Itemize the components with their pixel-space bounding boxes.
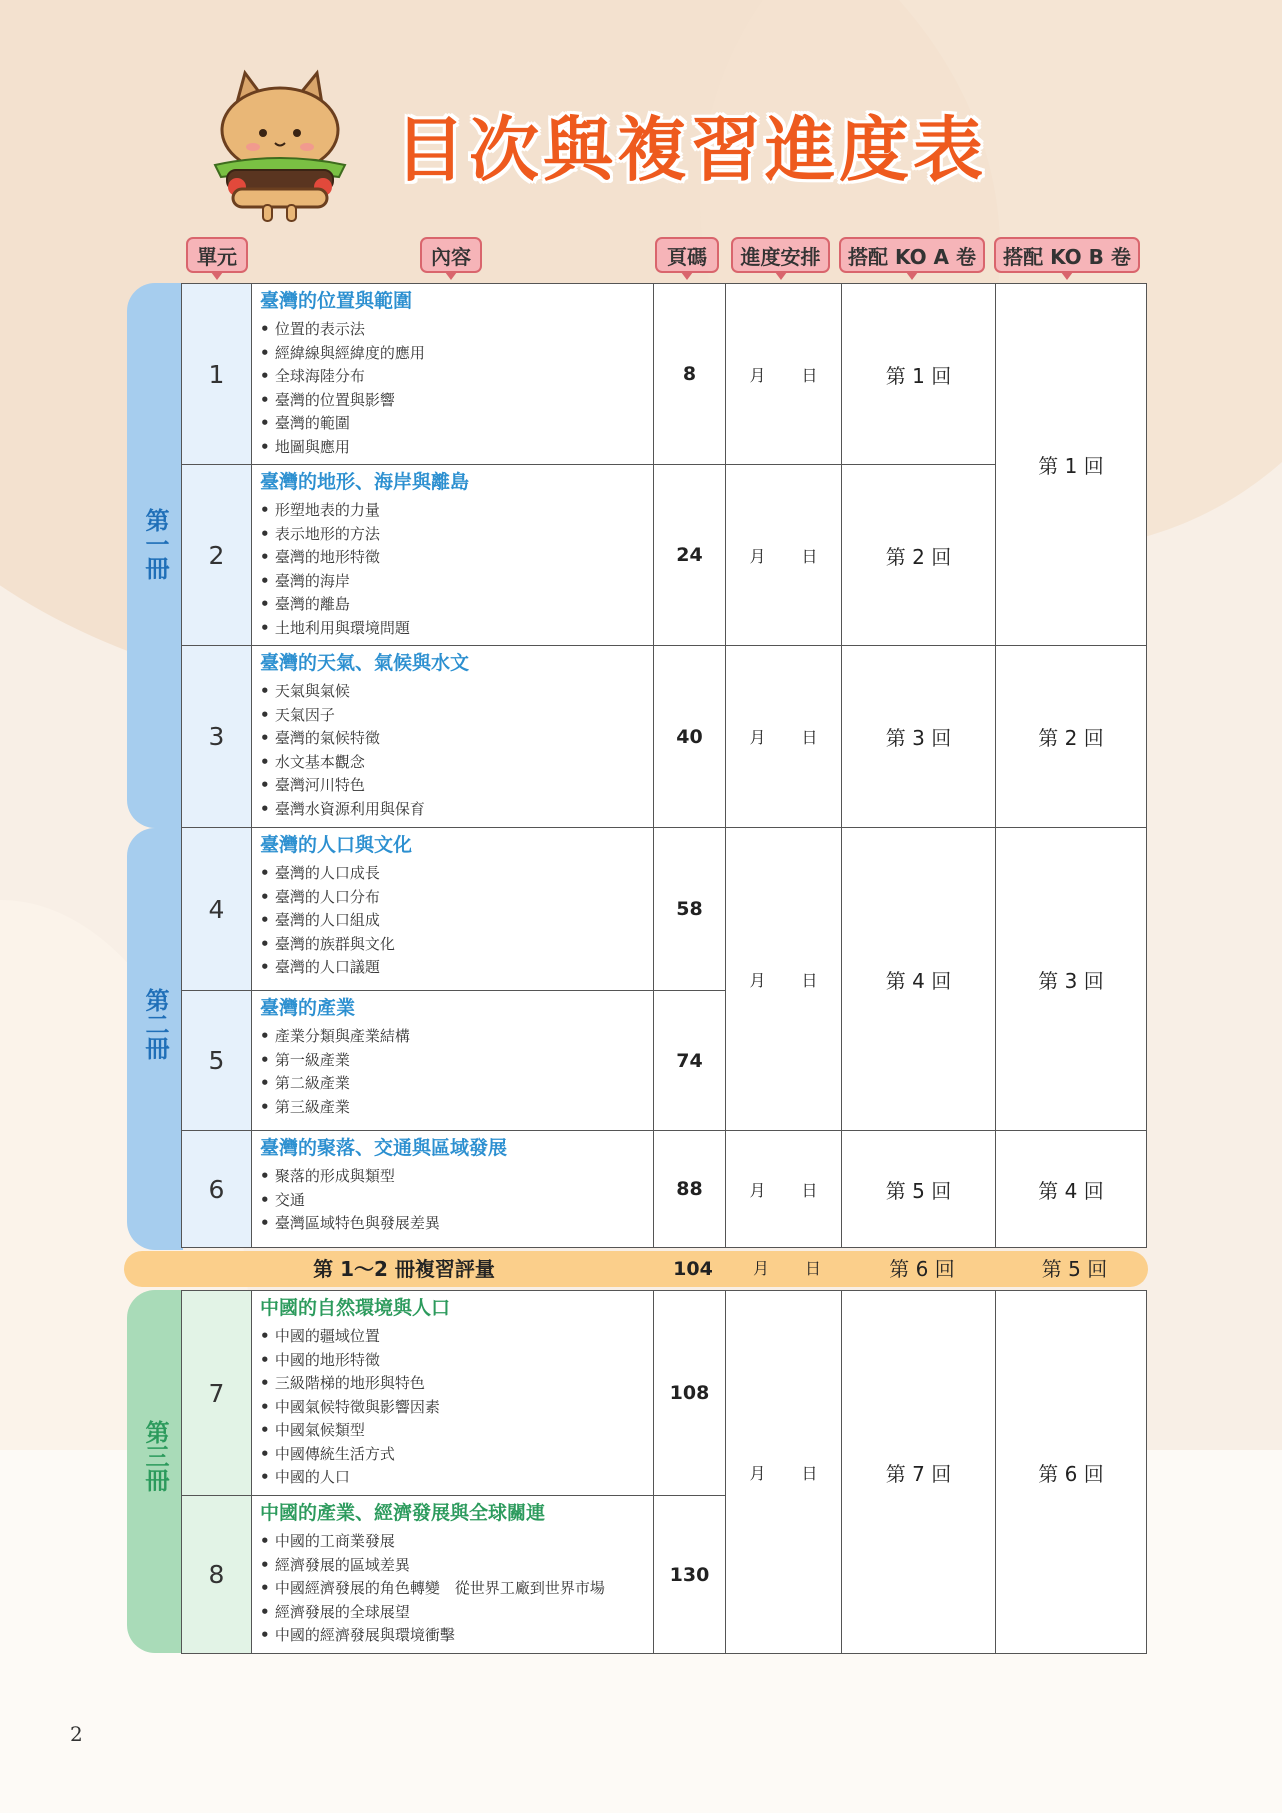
unit-title: 臺灣的地形、海岸與離島 [260,471,470,493]
list-item: • 經緯線與經緯度的應用 [260,342,653,366]
list-item: • 臺灣河川特色 [260,774,653,798]
header-unit: 單元 [186,237,248,273]
review-row [124,1251,1148,1287]
page-number: 58 [654,828,726,991]
ko-b-round: 第 3 回 [996,828,1147,1131]
ko-a-round: 第 1 回 [842,284,996,465]
list-item: • 臺灣的氣候特徵 [260,727,653,751]
page-number: 24 [654,465,726,646]
review-label: 第 1～2 冊複習評量 [313,1257,495,1281]
unit-title: 臺灣的人口與文化 [260,834,413,856]
schedule-field[interactable]: 月 日 [726,465,842,646]
ko-b-round: 第 6 回 [996,1291,1147,1654]
list-item: • 天氣與氣候 [260,680,653,704]
list-item: • 中國的人口 [260,1466,653,1490]
toc-table-lower [181,1290,1147,1654]
ko-a-round: 第 2 回 [842,465,996,646]
list-item: • 中國經濟發展的角色轉變 從世界工廠到世界市場 [260,1577,653,1601]
list-item: • 第一級產業 [260,1049,653,1073]
list-item: • 臺灣的人口組成 [260,909,653,933]
unit-content [252,828,654,991]
unit-title: 臺灣的位置與範圍 [260,290,413,312]
list-item: • 臺灣水資源利用與保育 [260,798,653,822]
unit-title: 臺灣的聚落、交通與區域發展 [260,1137,508,1159]
unit-number: 6 [182,1131,252,1248]
list-item: • 臺灣的族群與文化 [260,933,653,957]
list-item: • 臺灣區域特色與發展差異 [260,1212,653,1236]
list-item: • 交通 [260,1189,653,1213]
unit-content [252,284,654,465]
list-item: • 土地利用與環境問題 [260,617,653,641]
list-item: • 全球海陸分布 [260,365,653,389]
schedule-field[interactable]: 月 日 [752,1259,822,1278]
list-item: • 產業分類與產業結構 [260,1025,653,1049]
unit-number: 3 [182,646,252,828]
unit-title: 臺灣的產業 [260,997,356,1019]
unit-title: 臺灣的天氣、氣候與水文 [260,652,470,674]
schedule-field[interactable]: 月 日 [726,1291,842,1654]
list-item: • 臺灣的離島 [260,593,653,617]
unit-content [252,1291,654,1496]
table-row [182,284,1147,465]
page-number: 40 [654,646,726,828]
list-item: • 第二級產業 [260,1072,653,1096]
list-item: • 第三級產業 [260,1096,653,1120]
list-item: • 天氣因子 [260,704,653,728]
review-ko-b: 第 5 回 [1041,1257,1108,1281]
page-number-footer: 2 [70,1722,83,1746]
list-item: • 三級階梯的地形與特色 [260,1372,653,1396]
list-item: • 臺灣的海岸 [260,570,653,594]
page-number: 88 [654,1131,726,1248]
header-page: 頁碼 [655,237,719,273]
list-item: • 水文基本觀念 [260,751,653,775]
unit-content [252,991,654,1131]
unit-content [252,1496,654,1654]
page-number: 108 [654,1291,726,1496]
list-item: • 中國的經濟發展與環境衝擊 [260,1624,653,1648]
volume-tab-1 [127,283,183,828]
unit-number: 2 [182,465,252,646]
schedule-field[interactable]: 月 日 [726,284,842,465]
list-item: • 臺灣的範圍 [260,412,653,436]
page-number: 130 [654,1496,726,1654]
list-item: • 中國氣候類型 [260,1419,653,1443]
volume-tab-3 [127,1290,183,1653]
unit-number: 4 [182,828,252,991]
page-number: 74 [654,991,726,1131]
list-item: • 經濟發展的全球展望 [260,1601,653,1625]
ko-a-round: 第 3 回 [842,646,996,828]
list-item: • 表示地形的方法 [260,523,653,547]
schedule-field[interactable]: 月 日 [726,1131,842,1248]
schedule-field[interactable]: 月 日 [726,828,842,1131]
ko-a-round: 第 4 回 [842,828,996,1131]
list-item: • 地圖與應用 [260,436,653,460]
header-ko-a: 搭配 KO A 卷 [839,237,985,273]
list-item: • 臺灣的人口分布 [260,886,653,910]
header-schedule: 進度安排 [731,237,830,273]
list-item: • 經濟發展的區域差異 [260,1554,653,1578]
toc-table-upper [181,283,1147,1248]
list-item: • 位置的表示法 [260,318,653,342]
list-item: • 中國的工商業發展 [260,1530,653,1554]
list-item: • 臺灣的位置與影響 [260,389,653,413]
list-item: • 中國的地形特徵 [260,1349,653,1373]
schedule-field[interactable]: 月 日 [726,646,842,828]
table-row [182,646,1147,828]
unit-number: 1 [182,284,252,465]
list-item: • 中國的疆域位置 [260,1325,653,1349]
unit-content [252,465,654,646]
header-ko-b: 搭配 KO B 卷 [994,237,1140,273]
ko-a-round: 第 5 回 [842,1131,996,1248]
ko-b-round: 第 2 回 [996,646,1147,828]
unit-number: 5 [182,991,252,1131]
review-ko-a: 第 6 回 [889,1257,955,1281]
ko-b-round: 第 4 回 [996,1131,1147,1248]
list-item: • 形塑地表的力量 [260,499,653,523]
list-item: • 臺灣的地形特徵 [260,546,653,570]
list-item: • 中國傳統生活方式 [260,1443,653,1467]
unit-number: 8 [182,1496,252,1654]
unit-title: 中國的產業、經濟發展與全球關連 [260,1502,546,1524]
volume-tab-2 [127,828,183,1250]
list-item: • 臺灣的人口議題 [260,956,653,980]
page-number: 8 [654,284,726,465]
unit-content [252,1131,654,1248]
volume-label: 第三冊 [141,1420,169,1492]
unit-content [252,646,654,828]
table-row [182,828,1147,991]
cat-burger-mascot-icon [205,65,355,225]
review-page: 104 [673,1258,713,1280]
list-item: • 臺灣的人口成長 [260,862,653,886]
list-item: • 聚落的形成與類型 [260,1165,653,1189]
unit-title: 中國的自然環境與人口 [260,1297,451,1319]
volume-label: 第二冊 [141,988,169,1060]
list-item: • 中國氣候特徵與影響因素 [260,1396,653,1420]
table-row [182,1131,1147,1248]
table-row [182,1291,1147,1496]
page-title: 目次與複習進度表 [395,109,987,191]
ko-a-round: 第 7 回 [842,1291,996,1654]
header-content: 內容 [420,237,482,273]
ko-b-round: 第 1 回 [996,284,1147,646]
volume-label: 第一冊 [141,508,169,580]
unit-number: 7 [182,1291,252,1496]
